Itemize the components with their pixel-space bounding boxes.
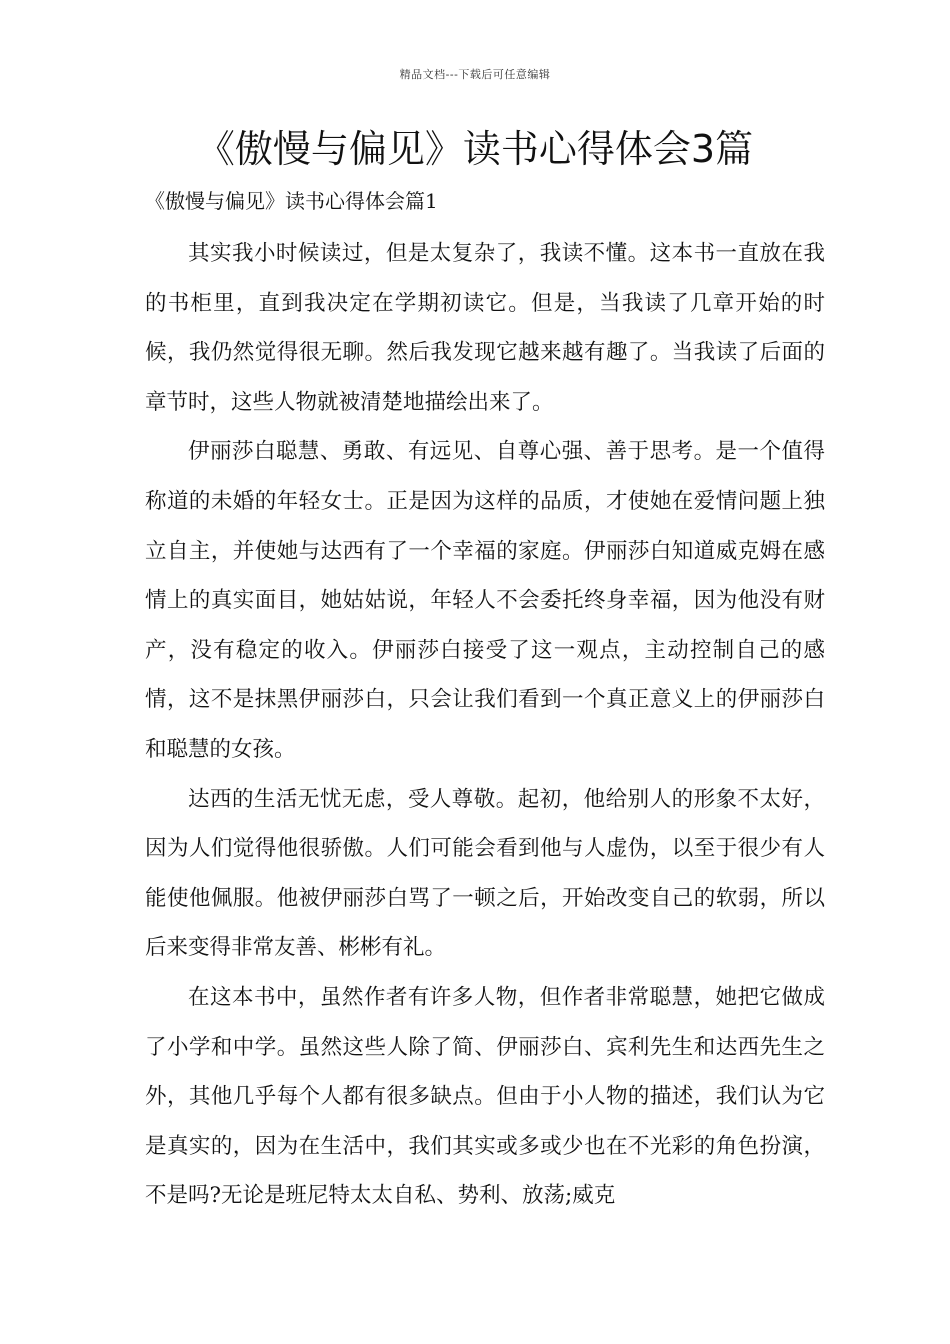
document-title: 《傲慢与偏见》读书心得体会3篇 [196,127,754,171]
paragraph: 达西的生活无忧无虑，受人尊敬。起初，他给别人的形象不太好，因为人们觉得他很骄傲。人们可能会看到他与人虚伪，以至于很少有人能使他佩服。他被伊丽莎白骂了一顿之后，开始改变自己的软弱，所以后来变得非常友善、彬彬有礼。 [145,786,825,961]
paragraph: 伊丽莎白聪慧、勇敢、有远见、自尊心强、善于思考。是一个值得称道的未婚的年轻女士。正是因为这样的品质，才使她在爱情问题上独立自主，并使她与达西有了一个幸福的家庭。伊丽莎白知道威克姆在感情上的真实面目，她姑姑说，年轻人不会委托终身幸福，因为他没有财产，没有稳定的收入。伊丽莎白接受了这一观点，主动控制自己的感情，这不是抹黑伊丽莎白，只会让我们看到一个真正意义上的伊丽莎白和聪慧的女孩。 [145,439,825,762]
section-heading: 《傲慢与偏见》读书心得体会篇1 [145,189,438,213]
page-header-note: 精品文档---下载后可任意编辑 [399,68,551,81]
paragraph: 其实我小时候读过，但是太复杂了，我读不懂。这本书一直放在我的书柜里，直到我决定在学期初读它。但是，当我读了几章开始的时候，我仍然觉得很无聊。然后我发现它越来越有趣了。当我读了后面的章节时，这些人物就被清楚地描绘出来了。 [145,241,825,415]
paragraph: 在这本书中，虽然作者有许多人物，但作者非常聪慧，她把它做成了小学和中学。虽然这些人除了简、伊丽莎白、宾利先生和达西先生之外，其他几乎每个人都有很多缺点。但由于小人物的描述，我们认为它是真实的，因为在生活中，我们其实或多或少也在不光彩的角色扮演，不是吗?无论是班尼特太太自私、势利、放荡;威克 [145,984,825,1209]
document-body [145,229,825,1221]
